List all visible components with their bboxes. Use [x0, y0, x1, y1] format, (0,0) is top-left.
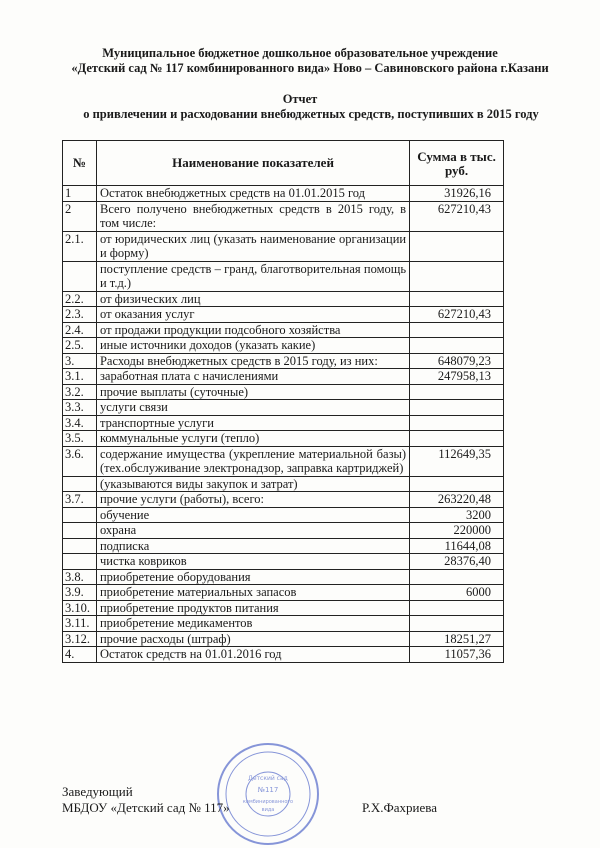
organization-header	[0, 46, 600, 76]
report-title-main: Отчет	[282, 92, 318, 106]
signature-org: МБДОУ «Детский сад № 117»	[62, 800, 230, 815]
report-title-sub: о привлечении и расходовании внебюджетных средств, поступивших в 2015 году	[83, 107, 539, 121]
table-row	[63, 186, 504, 202]
cell-name: транспортные услуги	[96, 415, 409, 431]
table-body	[63, 186, 504, 663]
cell-name: заработная плата с начислениями	[96, 369, 409, 385]
cell-name: от юридических лиц (указать наименование организации и форму)	[96, 231, 409, 261]
cell-name: подписка	[96, 538, 409, 554]
cell-name: Остаток средств на 01.01.2016 год	[96, 647, 409, 663]
cell-sum: 112649,35	[410, 446, 504, 476]
cell-name: приобретение материальных запасов	[96, 585, 409, 601]
cell-num: 3.3.	[63, 400, 97, 416]
table-row	[63, 261, 504, 291]
cell-name: поступление средств – гранд, благотворительная помощь и т.д.)	[96, 261, 409, 291]
cell-num: 3.10.	[63, 600, 97, 616]
cell-num: 3.6.	[63, 446, 97, 476]
cell-sum	[410, 569, 504, 585]
table-header-row	[63, 141, 504, 186]
table-row	[63, 291, 504, 307]
cell-num: 3.9.	[63, 585, 97, 601]
table-row	[63, 585, 504, 601]
cell-sum	[410, 600, 504, 616]
table-row	[63, 631, 504, 647]
cell-name: содержание имущества (укрепление материальной базы) (тех.обслуживание электронадзор, заправка картриджей)	[96, 446, 409, 476]
cell-num	[63, 538, 97, 554]
cell-sum: 31926,16	[410, 186, 504, 202]
cell-sum	[410, 431, 504, 447]
cell-sum: 6000	[410, 585, 504, 601]
cell-sum	[410, 338, 504, 354]
report-title	[0, 92, 600, 122]
svg-text:комбинированного: комбинированного	[242, 799, 294, 805]
cell-name: коммунальные услуги (тепло)	[96, 431, 409, 447]
table-row	[63, 338, 504, 354]
cell-num: 2.4.	[63, 322, 97, 338]
cell-num: 2	[63, 201, 97, 231]
cell-sum: 11057,36	[410, 647, 504, 663]
cell-sum	[410, 291, 504, 307]
table-row	[63, 538, 504, 554]
cell-num: 3.	[63, 353, 97, 369]
cell-num: 3.5.	[63, 431, 97, 447]
table-row	[63, 492, 504, 508]
cell-num	[63, 554, 97, 570]
cell-num	[63, 261, 97, 291]
cell-num: 3.8.	[63, 569, 97, 585]
cell-sum	[410, 616, 504, 632]
table-row	[63, 600, 504, 616]
header-sum: Сумма в тыс. руб.	[410, 141, 504, 186]
cell-name: Всего получено внебюджетных средств в 2015 году, в том числе:	[96, 201, 409, 231]
cell-num	[63, 476, 97, 492]
svg-text:№117: №117	[257, 786, 279, 794]
cell-num: 2.3.	[63, 307, 97, 323]
cell-name: иные источники доходов (указать какие)	[96, 338, 409, 354]
cell-name: чистка ковриков	[96, 554, 409, 570]
table-row	[63, 400, 504, 416]
cell-num	[63, 523, 97, 539]
cell-sum: 627210,43	[410, 307, 504, 323]
organization-line-1: Муниципальное бюджетное дошкольное образовательное учреждение	[102, 46, 498, 60]
cell-name: приобретение медикаментов	[96, 616, 409, 632]
cell-name: охрана	[96, 523, 409, 539]
cell-name: приобретение продуктов питания	[96, 600, 409, 616]
table-row	[63, 384, 504, 400]
cell-sum: 28376,40	[410, 554, 504, 570]
cell-num: 2.2.	[63, 291, 97, 307]
table-row	[63, 647, 504, 663]
table-row	[63, 415, 504, 431]
cell-num: 4.	[63, 647, 97, 663]
table-row	[63, 369, 504, 385]
header-num: №	[63, 141, 97, 186]
cell-name: прочие выплаты (суточные)	[96, 384, 409, 400]
cell-name: (указываются виды закупок и затрат)	[96, 476, 409, 492]
table-row	[63, 476, 504, 492]
svg-text:Детский сад: Детский сад	[248, 775, 288, 782]
signature-block	[62, 784, 522, 816]
table-row	[63, 353, 504, 369]
cell-num: 1	[63, 186, 97, 202]
cell-sum: 247958,13	[410, 369, 504, 385]
cell-num: 3.4.	[63, 415, 97, 431]
table-row	[63, 569, 504, 585]
signature-position: Заведующий	[62, 784, 133, 799]
cell-name: от оказания услуг	[96, 307, 409, 323]
cell-name: Расходы внебюджетных средств в 2015 году, из них:	[96, 353, 409, 369]
signature-name: Р.Х.Фахриева	[362, 800, 437, 815]
cell-sum: 648079,23	[410, 353, 504, 369]
cell-name: обучение	[96, 507, 409, 523]
table-row	[63, 446, 504, 476]
organization-line-2: «Детский сад № 117 комбинированного вида» Ново – Савиновского района г.Казани	[71, 61, 549, 75]
cell-sum: 627210,43	[410, 201, 504, 231]
table-row	[63, 507, 504, 523]
cell-sum	[410, 476, 504, 492]
cell-sum	[410, 415, 504, 431]
svg-text:вида: вида	[261, 807, 275, 813]
table-row	[63, 231, 504, 261]
cell-sum: 3200	[410, 507, 504, 523]
table-row	[63, 616, 504, 632]
cell-sum: 263220,48	[410, 492, 504, 508]
cell-sum	[410, 322, 504, 338]
table-row	[63, 523, 504, 539]
header-name: Наименование показателей	[96, 141, 409, 186]
report-table	[62, 140, 504, 663]
cell-num: 3.2.	[63, 384, 97, 400]
cell-name: от физических лиц	[96, 291, 409, 307]
cell-num: 3.12.	[63, 631, 97, 647]
cell-num: 3.7.	[63, 492, 97, 508]
cell-num: 3.1.	[63, 369, 97, 385]
cell-sum	[410, 400, 504, 416]
cell-sum	[410, 384, 504, 400]
table-row	[63, 554, 504, 570]
cell-sum: 220000	[410, 523, 504, 539]
cell-name: приобретение оборудования	[96, 569, 409, 585]
cell-name: прочие расходы (штраф)	[96, 631, 409, 647]
cell-sum	[410, 231, 504, 261]
cell-sum	[410, 261, 504, 291]
table-row	[63, 431, 504, 447]
cell-name: прочие услуги (работы), всего:	[96, 492, 409, 508]
cell-num: 2.5.	[63, 338, 97, 354]
table-row	[63, 307, 504, 323]
cell-name: услуги связи	[96, 400, 409, 416]
cell-sum: 11644,08	[410, 538, 504, 554]
table-row	[63, 322, 504, 338]
cell-num: 2.1.	[63, 231, 97, 261]
cell-name: от продажи продукции подсобного хозяйства	[96, 322, 409, 338]
cell-sum: 18251,27	[410, 631, 504, 647]
table-row	[63, 201, 504, 231]
cell-num	[63, 507, 97, 523]
cell-num: 3.11.	[63, 616, 97, 632]
cell-name: Остаток внебюджетных средств на 01.01.2015 год	[96, 186, 409, 202]
